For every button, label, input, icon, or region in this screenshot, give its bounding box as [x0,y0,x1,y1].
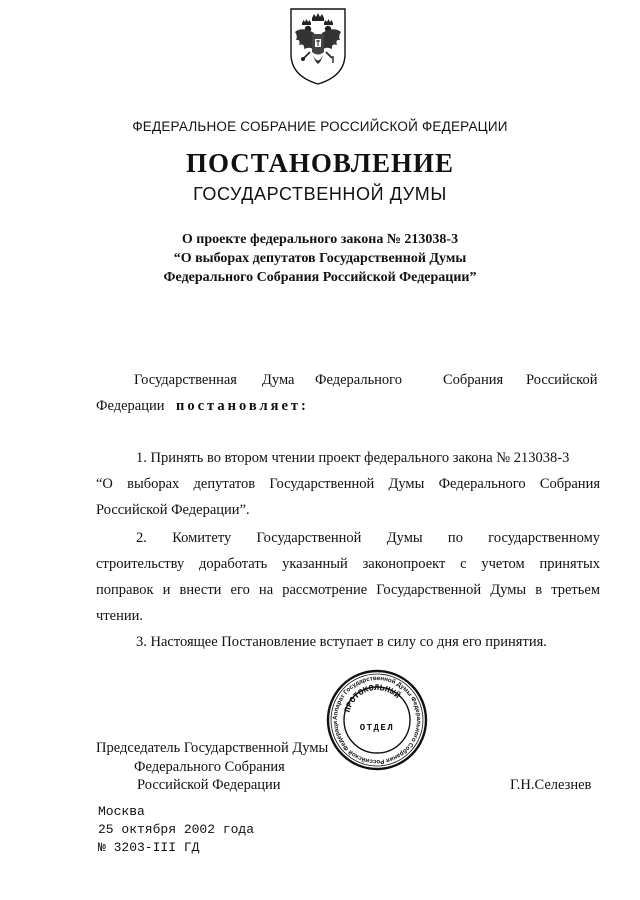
item-3-line: 3. Настоящее Постановление вступает в силу со дня его принятия. [136,634,547,650]
subject-line: “О выборах депутатов Государственной Думы [173,251,467,266]
stamp-center-text: ОТДЕЛ [359,723,395,733]
document-number: № 3203-III ГД [98,840,200,855]
preamble-word: Дума [262,372,295,388]
preamble-word: Государственная [134,372,237,388]
signatory-title-line: Председатель Государственной Думы [96,740,329,756]
signatory-title-line: Федерального Собрания [134,759,285,775]
item-1-line: “О выборах депутатов Государственной Думы Федерального Собрания [96,476,600,492]
issue-date: 25 октября 2002 года [98,822,255,837]
item-1-line: Российской Федерации”. [96,502,250,518]
preamble-word: Российской [526,372,598,388]
document-subject [0,230,640,287]
organization-name: ФЕДЕРАЛЬНОЕ СОБРАНИЕ РОССИЙСКОЙ ФЕДЕРАЦИИ [132,119,508,134]
preamble-word: Федерального [315,372,403,388]
stamp-inner-ring-text: ПРОТОКОЛЬНЫЙ [342,682,402,714]
item-2-line: чтении. [96,608,143,624]
subject-line: О проекте федерального закона № 213038-3 [181,232,459,247]
item-2-line: поправок и внести его на рассмотрение Государственной Думы в третьем [96,582,600,598]
stamp-outer-ring-text: Аппарат Государственной Думы Федерального Собрания Российской Федераци [331,674,423,766]
round-seal-stamp-icon [325,668,429,772]
signatory-title-line: Российской Федерации [137,777,281,793]
item-2-line: 2. Комитету Государственной Думы по государственному [136,530,600,546]
issue-place: Москва [98,804,145,819]
item-2-line: строительству доработать указанный законопроект с учетом принятых [96,556,600,572]
document-type: ПОСТАНОВЛЕНИЕ [185,148,455,178]
signatory-name: Г.Н.Селезнев [510,777,592,793]
subject-line: Федерального Собрания Российской Федерации” [163,270,477,285]
russian-coat-of-arms-icon [286,6,350,86]
document-issuer: ГОСУДАРСТВЕННОЙ ДУМЫ [193,184,447,204]
preamble-word: Собрания [443,372,504,388]
preamble-resolution-word: постановляет: [176,398,309,414]
item-1-line: 1. Принять во втором чтении проект федерального закона № 213038-3 [136,450,570,466]
preamble-prefix: Федерации [96,398,165,414]
